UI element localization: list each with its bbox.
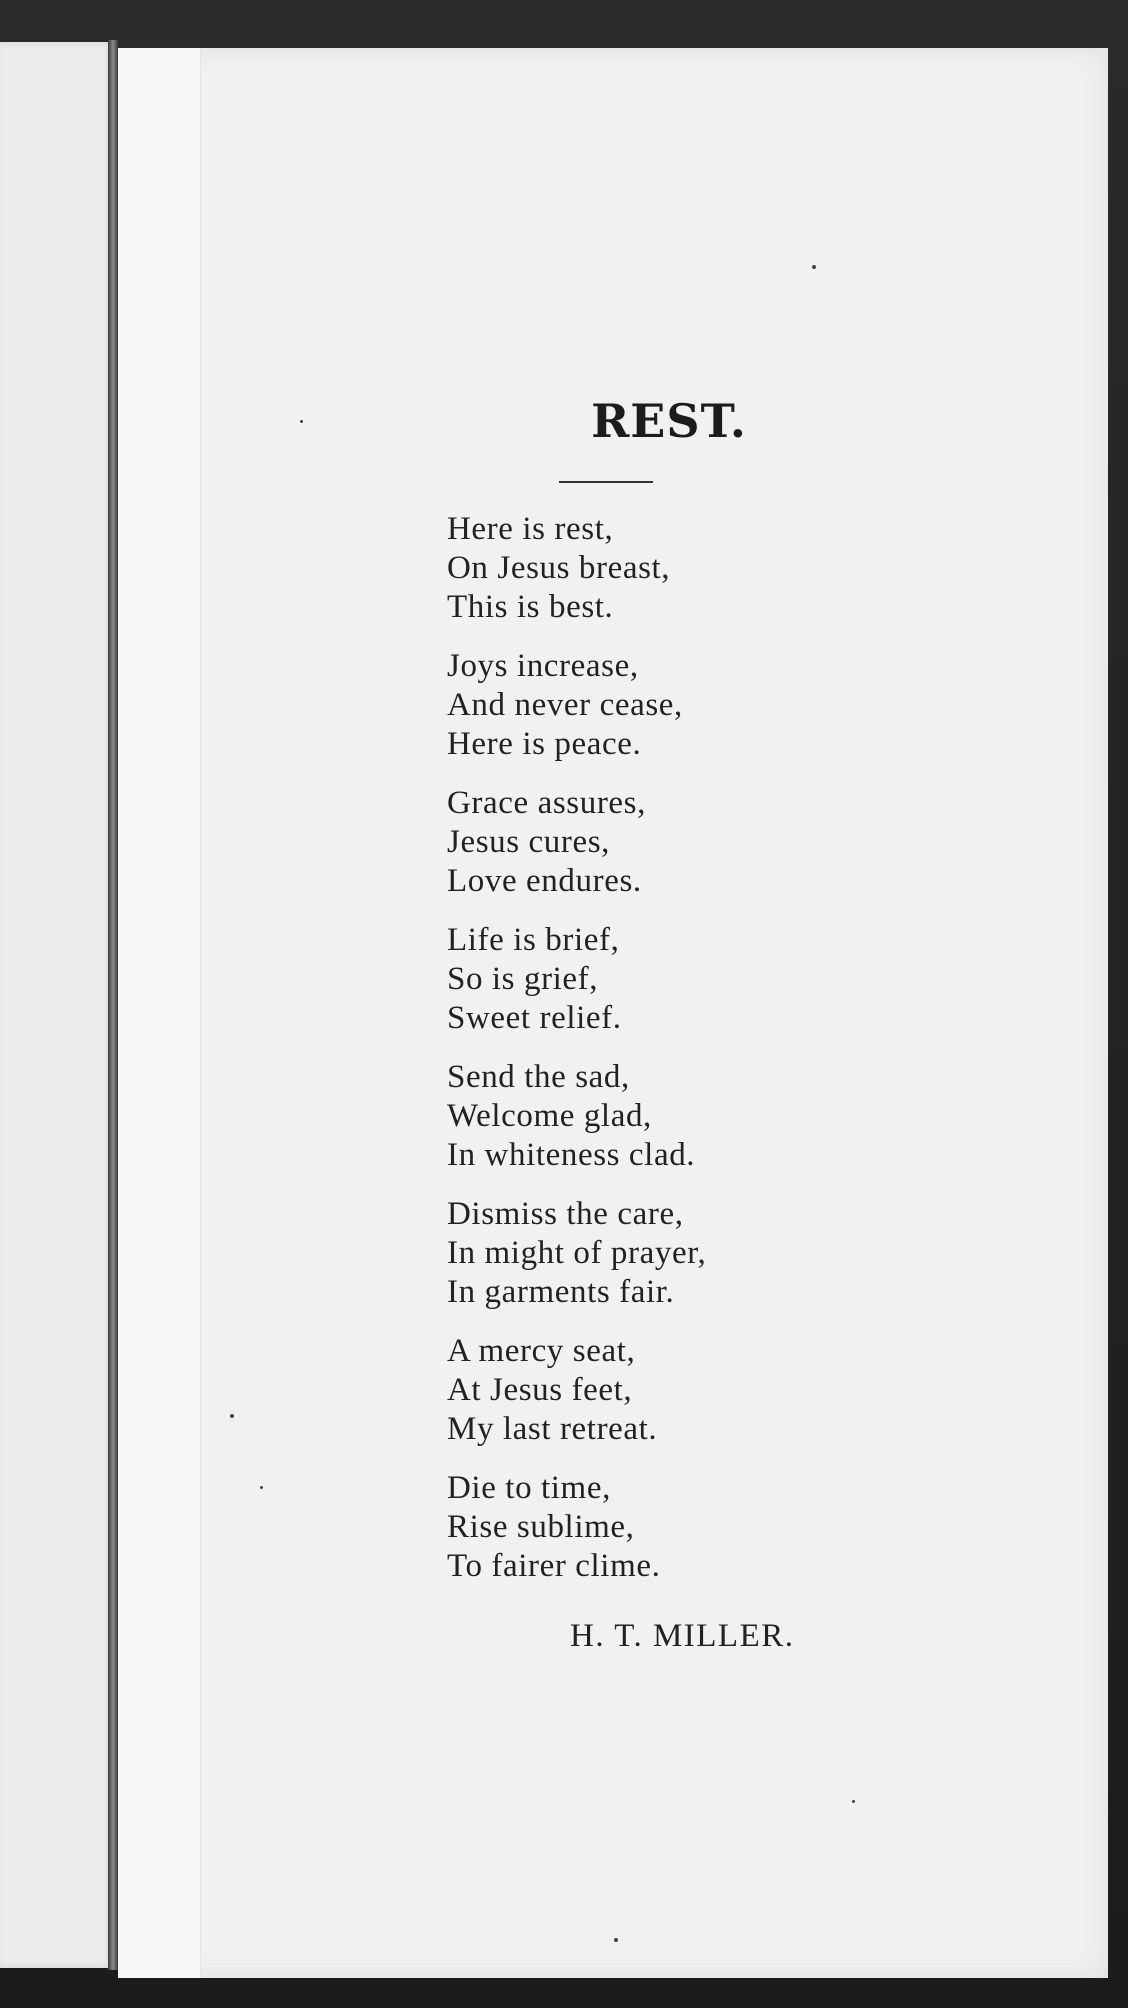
poem-line: Die to time, [447, 1470, 611, 1506]
paper-speck [300, 420, 303, 423]
poem-body [447, 510, 947, 1606]
author-signature: H. T. MILLER. [570, 1618, 795, 1654]
poem-line: In whiteness clad. [447, 1137, 696, 1173]
page [118, 48, 1108, 1978]
poem-line: Sweet relief. [447, 1000, 622, 1036]
poem-line: Joys increase, [447, 648, 639, 684]
poem-line: In garments fair. [447, 1274, 675, 1310]
stanza [447, 510, 947, 627]
stanza [447, 921, 947, 1038]
poem-line: Send the sad, [447, 1059, 630, 1095]
poem-line: Jesus cures, [447, 824, 610, 860]
paper-speck [812, 265, 816, 269]
poem-line: Welcome glad, [447, 1098, 652, 1134]
book-gutter [108, 40, 118, 1970]
paper-speck [852, 1800, 855, 1803]
stanza [447, 1469, 947, 1586]
paper-speck [614, 1938, 618, 1942]
stanza [447, 1332, 947, 1449]
stanza [447, 784, 947, 901]
poem-line: To fairer clime. [447, 1548, 661, 1584]
poem-line: Love endures. [447, 863, 642, 899]
poem-line: At Jesus feet, [447, 1372, 633, 1408]
title-rule [559, 481, 653, 483]
left-page-edge [0, 42, 114, 1968]
poem-line: Here is rest, [447, 511, 614, 547]
poem-line: So is grief, [447, 961, 599, 997]
poem-line: On Jesus breast, [447, 550, 671, 586]
page-margin-strip [118, 48, 201, 1978]
poem-line: This is best. [447, 589, 614, 625]
poem-line: Here is peace. [447, 726, 642, 762]
poem-line: Life is brief, [447, 922, 620, 958]
paper-speck [260, 1486, 263, 1489]
stanza [447, 1058, 947, 1175]
poem-line: Dismiss the care, [447, 1196, 684, 1232]
poem-line: Grace assures, [447, 785, 646, 821]
poem-title: REST. [591, 394, 747, 448]
poem-line: My last retreat. [447, 1411, 658, 1447]
poem-line: In might of prayer, [447, 1235, 707, 1271]
poem-line: Rise sublime, [447, 1509, 635, 1545]
stanza [447, 647, 947, 764]
poem-line: A mercy seat, [447, 1333, 636, 1369]
poem-line: And never cease, [447, 687, 683, 723]
stanza [447, 1195, 947, 1312]
paper-speck [230, 1414, 234, 1418]
